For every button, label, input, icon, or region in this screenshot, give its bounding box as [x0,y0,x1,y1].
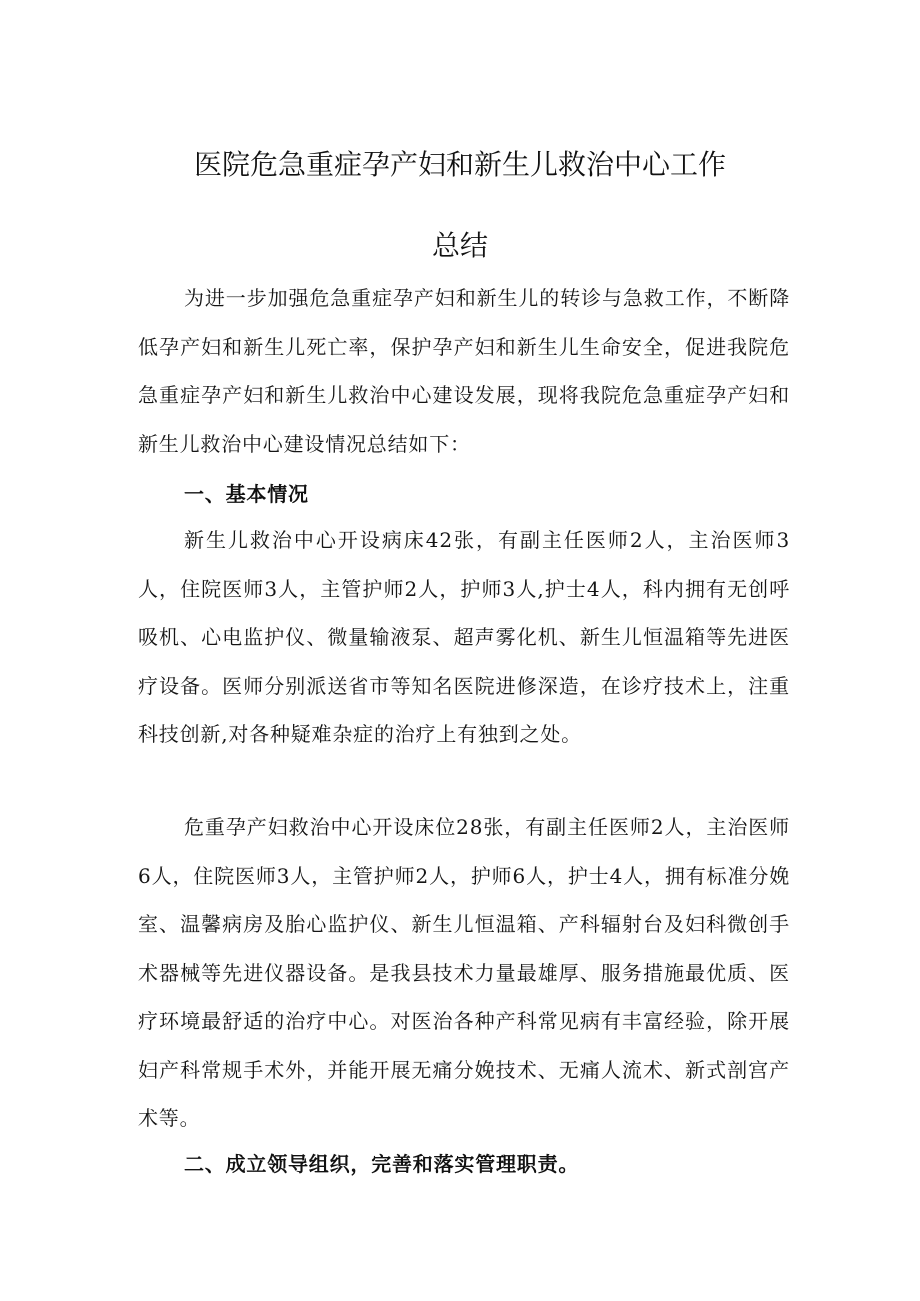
section2-heading: 二、成立领导组织，完善和落实管理职责。 [184,1152,580,1176]
document-title-line2: 总结 [431,229,488,262]
section1-heading: 一、基本情况 [184,482,309,506]
document-title-line1: 医院危急重症孕产妇和新生儿救治中心工作 [193,148,726,181]
neonatal-center-paragraph: 新生儿救治中心开设病床42张，有副主任医师2人，主治医师3人，住院医师3人，主管护师2人，护师3人,护士4人，科内拥有无创呼吸机、心电监护仪、微量输液泵、超声雾化机、新生儿恒温箱等先进医疗设备。医师分别派送省市等知名医院进修深造，在诊疗技术上，注重科技创新,对各种疑难杂症的治疗上有独到之处。 [138,528,790,746]
intro-paragraph: 为进一步加强危急重症孕产妇和新生儿的转诊与急救工作，不断降低孕产妇和新生儿死亡率，保护孕产妇和新生儿生命安全，促进我院危急重症孕产妇和新生儿救治中心建设发展，现将我院危急重症孕产妇和新生儿救治中心建设情况总结如下： [138,286,790,456]
maternal-center-paragraph: 危重孕产妇救治中心开设床位28张，有副主任医师2人，主治医师6人，住院医师3人，主管护师2人，护师6人，护士4人，拥有标准分娩室、温馨病房及胎心监护仪、新生儿恒温箱、产科辐射台及妇科微创手术器械等先进仪器设备。是我县技术力量最雄厚、服务措施最优质、医疗环境最舒适的治疗中心。对医治各种产科常见病有丰富经验，除开展妇产科常规手术外，并能开展无痛分娩技术、无痛人流术、新式剖宫产术等。 [138,815,790,1130]
